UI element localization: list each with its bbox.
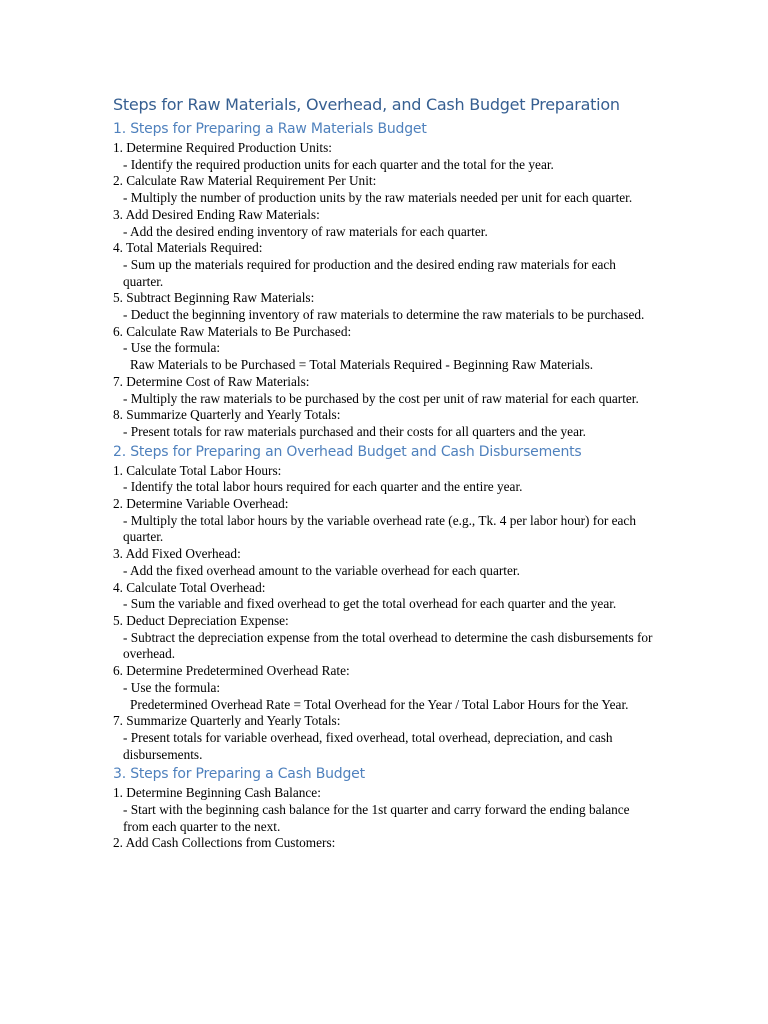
step-detail: - Use the formula: (123, 340, 221, 356)
document-sections (113, 120, 658, 852)
step-detail: - Present totals for raw materials purchased and their costs for all quarters and the year. (123, 423, 587, 439)
step-detail: - Add the desired ending inventory of raw materials for each quarter. (123, 223, 488, 239)
step-title: 4. Total Materials Required: (113, 240, 263, 256)
step-title: 6. Calculate Raw Materials to Be Purchased: (113, 323, 352, 339)
step-title: 3. Add Fixed Overhead: (113, 546, 241, 562)
step-title: 5. Subtract Beginning Raw Materials: (113, 290, 315, 306)
step-title: 8. Summarize Quarterly and Yearly Totals: (113, 407, 341, 423)
step-detail: - Identify the total labor hours required for each quarter and the entire year. (123, 479, 523, 495)
step-title: 7. Determine Cost of Raw Materials: (113, 373, 310, 389)
formula-text: Predetermined Overhead Rate = Total Overhead for the Year / Total Labor Hours for the Year. (130, 696, 629, 712)
section-heading: 2. Steps for Preparing an Overhead Budget and Cash Disbursements (113, 443, 582, 460)
formula-text: Raw Materials to be Purchased = Total Materials Required - Beginning Raw Materials. (130, 357, 594, 373)
step-title: 5. Deduct Depreciation Expense: (113, 612, 289, 628)
step-detail: - Subtract the depreciation expense from the total overhead to determine the cash disbursements for overhead. (123, 629, 653, 662)
document-title: Steps for Raw Materials, Overhead, and Cash Budget Preparation (113, 95, 620, 114)
step-title: 7. Summarize Quarterly and Yearly Totals: (113, 713, 341, 729)
step-title: 1. Determine Beginning Cash Balance: (113, 785, 321, 801)
step-detail: - Multiply the number of production units by the raw materials needed per unit for each quarter. (123, 190, 633, 206)
step-title: 3. Add Desired Ending Raw Materials: (113, 206, 320, 222)
step-detail: - Deduct the beginning inventory of raw materials to determine the raw materials to be purchased. (123, 307, 645, 323)
section-heading: 1. Steps for Preparing a Raw Materials Budget (113, 121, 427, 137)
step-title: 1. Calculate Total Labor Hours: (113, 462, 282, 478)
document-content (113, 94, 658, 852)
step-detail: - Multiply the total labor hours by the variable overhead rate (e.g., Tk. 4 per labor hour) for each quarter. (123, 512, 636, 545)
step-title: 2. Determine Variable Overhead: (113, 496, 289, 512)
step-detail: - Sum up the materials required for production and the desired ending raw materials for each quarter. (123, 256, 616, 289)
step-title: 1. Determine Required Production Units: (113, 140, 332, 155)
step-detail: - Use the formula: (123, 679, 221, 695)
section-heading: 3. Steps for Preparing a Cash Budget (113, 766, 365, 783)
step-detail: - Identify the required production units for each quarter and the total for the year. (123, 156, 554, 172)
step-title: 4. Calculate Total Overhead: (113, 579, 266, 595)
step-detail: - Add the fixed overhead amount to the variable overhead for each quarter. (123, 562, 520, 578)
step-detail: - Multiply the raw materials to be purchased by the cost per unit of raw material for each quarter. (123, 390, 639, 406)
step-detail: - Start with the beginning cash balance for the 1st quarter and carry forward the ending balance from each quarter to the next. (123, 802, 630, 834)
step-title: 2. Add Cash Collections from Customers: (113, 835, 336, 851)
step-detail: - Present totals for variable overhead, fixed overhead, total overhead, depreciation, and cash disbursements. (123, 729, 613, 762)
step-title: 2. Calculate Raw Material Requirement Per Unit: (113, 173, 377, 189)
step-title: 6. Determine Predetermined Overhead Rate: (113, 663, 350, 679)
step-detail: - Sum the variable and fixed overhead to get the total overhead for each quarter and the year. (123, 596, 617, 612)
